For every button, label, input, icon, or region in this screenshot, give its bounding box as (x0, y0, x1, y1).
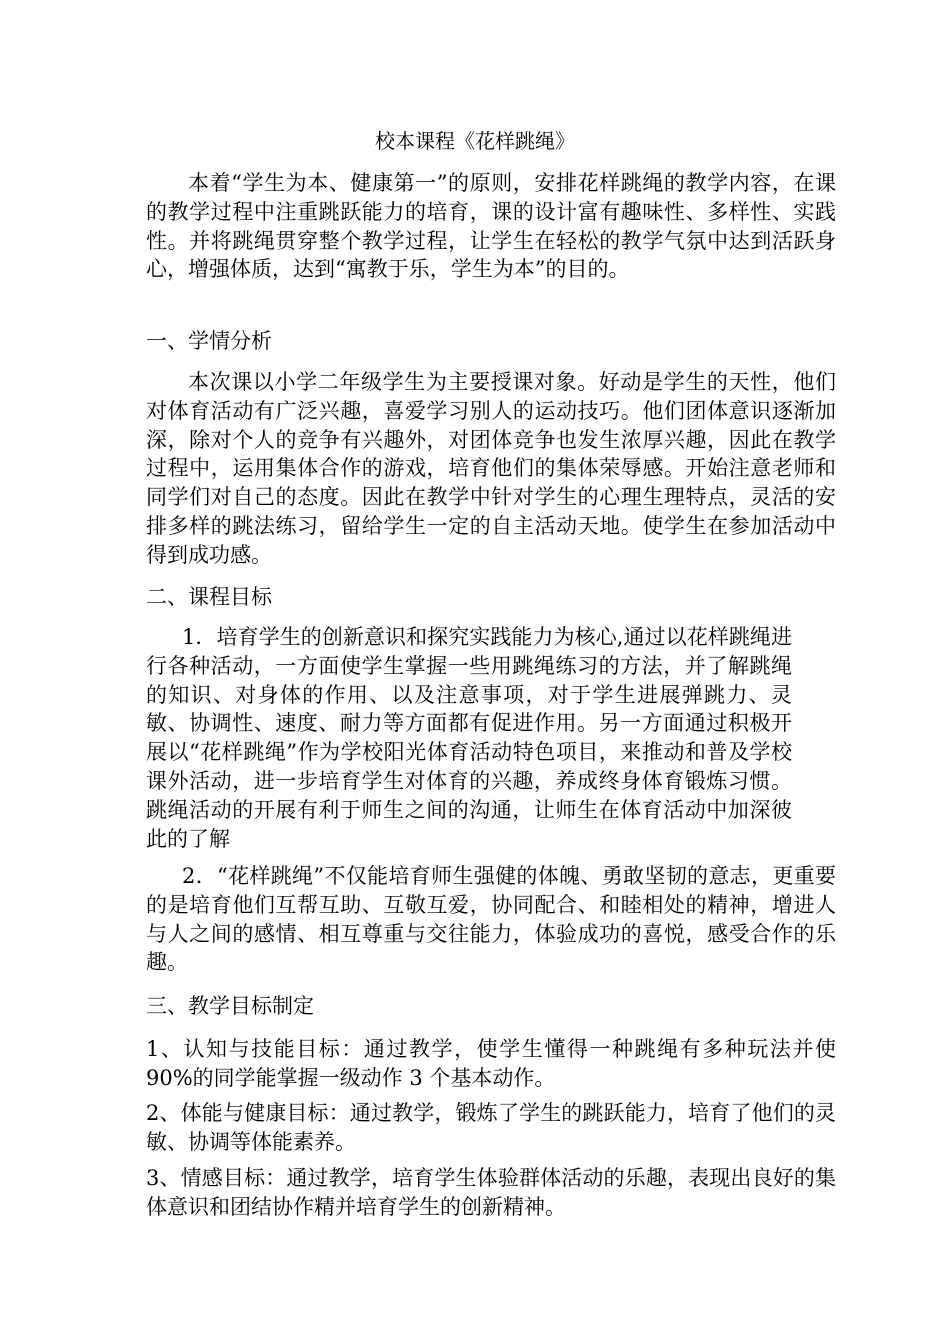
section-heading-goals: 二、课程目标 (146, 585, 272, 609)
section-heading-teaching-goals: 三、教学目标制定 (146, 994, 314, 1018)
section-heading-analysis: 一、学情分析 (146, 329, 272, 353)
teaching-goal-1: 1、认知与技能目标：通过教学，使学生懂得一种跳绳有多种玩法并使 90%的同学能掌握一级动作 3 个基本动作。 (146, 1037, 836, 1090)
teaching-goal-3: 3、情感目标：通过教学，培育学生体验群体活动的乐趣，表现出良好的集体意识和团结协作精并培育学生的创新精神。 (146, 1166, 836, 1219)
goals-paragraph-1: 1．培育学生的创新意识和探究实践能力为核心,通过以花样跳绳进行各种活动，一方面使学生掌握一些用跳绳练习的方法，并了解跳绳的知识、对身体的作用、以及注意事项，对于学生进展弹跳力、灵敏、协调性、速度、耐力等方面都有促进作用。另一方面通过积极开展以“花样跳绳”作为学校阳光体育活动特色项目，来推动和普及学校课外活动，进一步培育学生对体育的兴趣，养成终身体育锻炼习惯。跳绳活动的开展有利于师生之间的沟通，让师生在体育活动中加深彼此的了解 (146, 625, 792, 851)
goals-paragraph-2: 2．“花样跳绳”不仅能培育师生强健的体魄、勇敢坚韧的意志，更重要的是培育他们互帮互助、互敬互爱，协同配合、和睦相处的精神，增进人与人之间的感情、相互尊重与交往能力，体验成功的喜悦，感受合作的乐趣。 (146, 864, 836, 975)
intro-paragraph: 本着“学生为本、健康第一”的原则，安排花样跳绳的教学内容，在课的教学过程中注重跳跃能力的培育，课的设计富有趣味性、多样性、实践性。并将跳绳贯穿整个教学过程，让学生在轻松的教学气氛中达到活跃身心，增强体质，达到“寓教于乐，学生为本”的目的。 (146, 171, 836, 282)
teaching-goal-2: 2、体能与健康目标：通过教学，锻炼了学生的跳跃能力，培育了他们的灵敏、协调等体能素养。 (146, 1101, 836, 1154)
analysis-paragraph: 本次课以小学二年级学生为主要授课对象。好动是学生的天性，他们对体育活动有广泛兴趣，喜爱学习别人的运动技巧。他们团体意识逐渐加深，除对个人的竞争有兴趣外，对团体竞争也发生浓厚兴趣，因此在教学过程中，运用集体合作的游戏，培育他们的集体荣辱感。开始注意老师和同学们对自己的态度。因此在教学中针对学生的心理生理特点，灵活的安排多样的跳法练习，留给学生一定的自主活动天地。使学生在参加活动中得到成功感。 (146, 370, 836, 567)
document-title: 校本课程《花样跳绳》 (375, 129, 575, 153)
